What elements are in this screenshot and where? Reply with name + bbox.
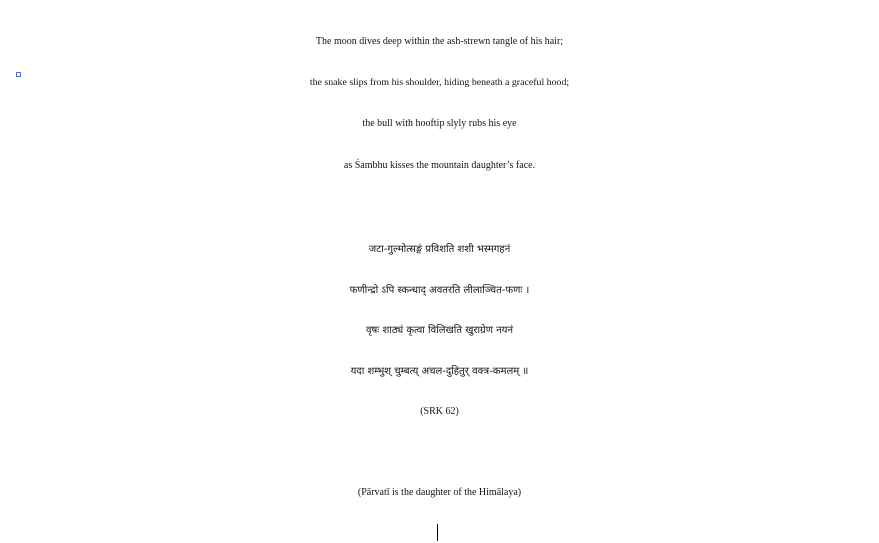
sanskrit-verse-line-1: जटा-गुल्मोत्सङ्गं प्रविशति शशी भस्मगहनं <box>368 244 511 255</box>
verse-citation: (SRK 62) <box>420 406 459 417</box>
english-verse-line-4: as Śambhu kisses the mountain daughter’s face. <box>343 160 536 171</box>
sanskrit-verse-line-4: यदा शम्भुश् चुम्बत्य् अचल-दुहितुर् वक्त्र-कमलम् ॥ <box>350 366 529 377</box>
english-verse-line-3: the bull with hooftip slyly rubs his eye <box>362 118 517 129</box>
anchor-marker-icon <box>16 72 21 77</box>
sanskrit-verse-line-2: फणीन्द्रो ऽपि स्कन्धाद् अवतरति लीलाञ्चित-फणः । <box>349 285 530 296</box>
english-verse-line-2: the snake slips from his shoulder, hiding beneath a graceful hood; <box>309 77 570 88</box>
explanatory-note: (Pārvatī is the daughter of the Himālaya) <box>357 487 522 498</box>
text-cursor[interactable] <box>437 524 438 541</box>
sanskrit-verse-line-3: वृषः शाठ्यं कृत्वा विलिखति खुराग्रेण नयनं <box>365 325 514 336</box>
english-verse-line-1: The moon dives deep within the ash-strewn tangle of his hair; <box>315 36 564 47</box>
